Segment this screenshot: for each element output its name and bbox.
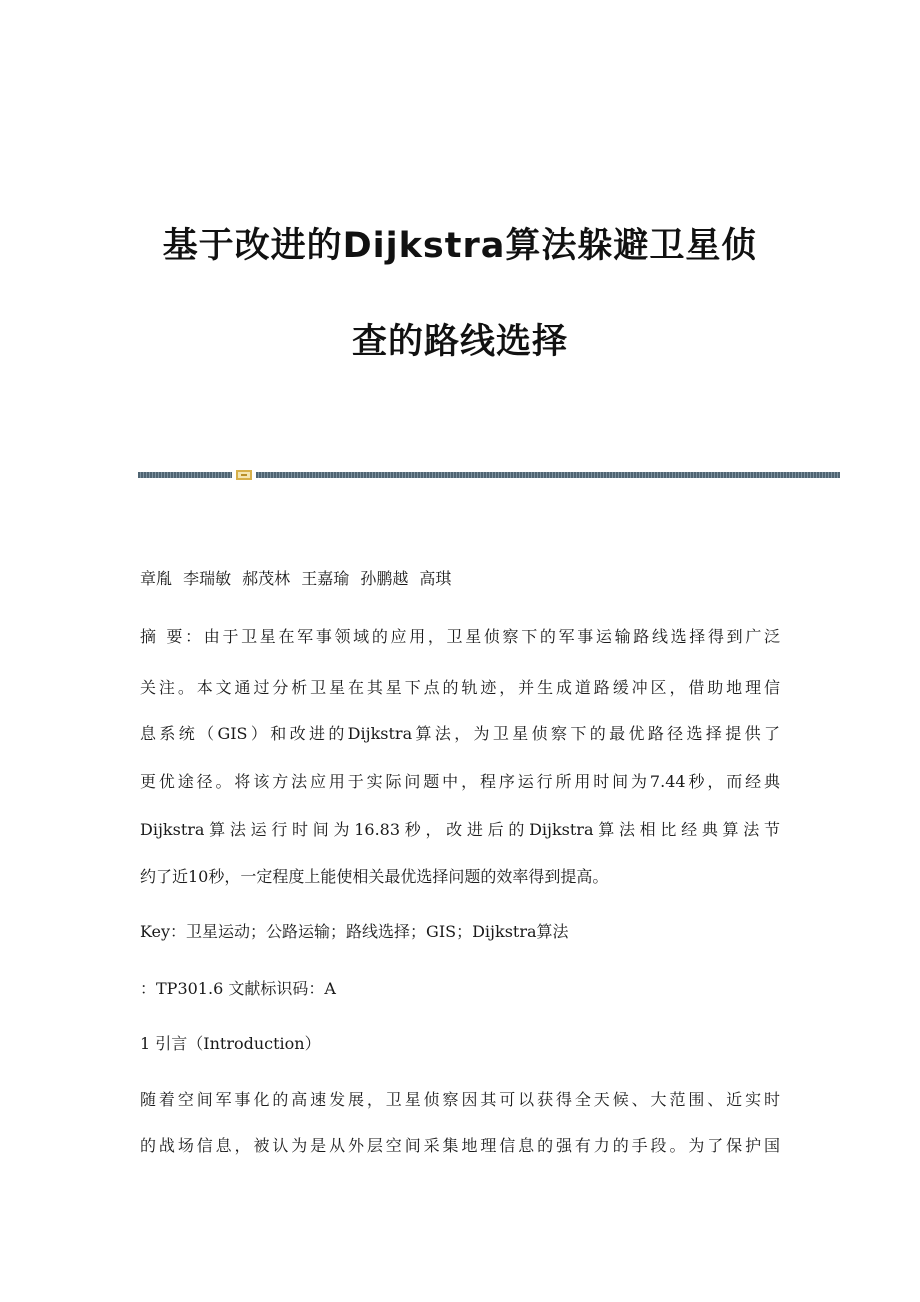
keywords: Key：卫星运动；公路运输；路线选择；GIS；Dijkstra算法	[140, 922, 569, 941]
section-heading: 1 引言（Introduction）	[140, 1034, 321, 1053]
divider-ornament-icon	[236, 470, 252, 480]
document-title-line-2: 查的路线选择	[351, 322, 568, 362]
body-text-line: 随着空间军事化的高速发展，卫星侦察因其可以获得全天候、大范围、近实时	[140, 1090, 780, 1109]
body-text-line: 的战场信息，被认为是从外层空间采集地理信息的强有力的手段。为了保护国	[140, 1136, 780, 1155]
abstract-line: 息系统（GIS）和改进的Dijkstra算法，为卫星侦察下的最优路径选择提供了	[140, 724, 780, 743]
divider-bar-right	[256, 472, 840, 478]
title-divider	[138, 470, 840, 480]
abstract-line: 更优途径。将该方法应用于实际问题中，程序运行所用时间为7.44秒，而经典	[140, 772, 780, 791]
abstract-line: 摘 要：由于卫星在军事领域的应用，卫星侦察下的军事运输路线选择得到广泛	[140, 627, 780, 646]
abstract-line: Dijkstra算法运行时间为16.83秒，改进后的Dijkstra算法相比经典算法节	[140, 820, 780, 839]
divider-bar-left	[138, 472, 232, 478]
author-list: 章胤 李瑞敏 郝茂林 王嘉瑜 孙鹏越 高琪	[140, 569, 452, 588]
document-title-line-1: 基于改进的Dijkstra算法躲避卫星侦	[162, 226, 758, 266]
classification-code: ：TP301.6 文献标识码：A	[140, 979, 336, 998]
abstract-line: 关注。本文通过分析卫星在其星下点的轨迹，并生成道路缓冲区，借助地理信	[140, 678, 780, 697]
abstract-line: 约了近10秒，一定程度上能使相关最优选择问题的效率得到提高。	[140, 867, 609, 886]
